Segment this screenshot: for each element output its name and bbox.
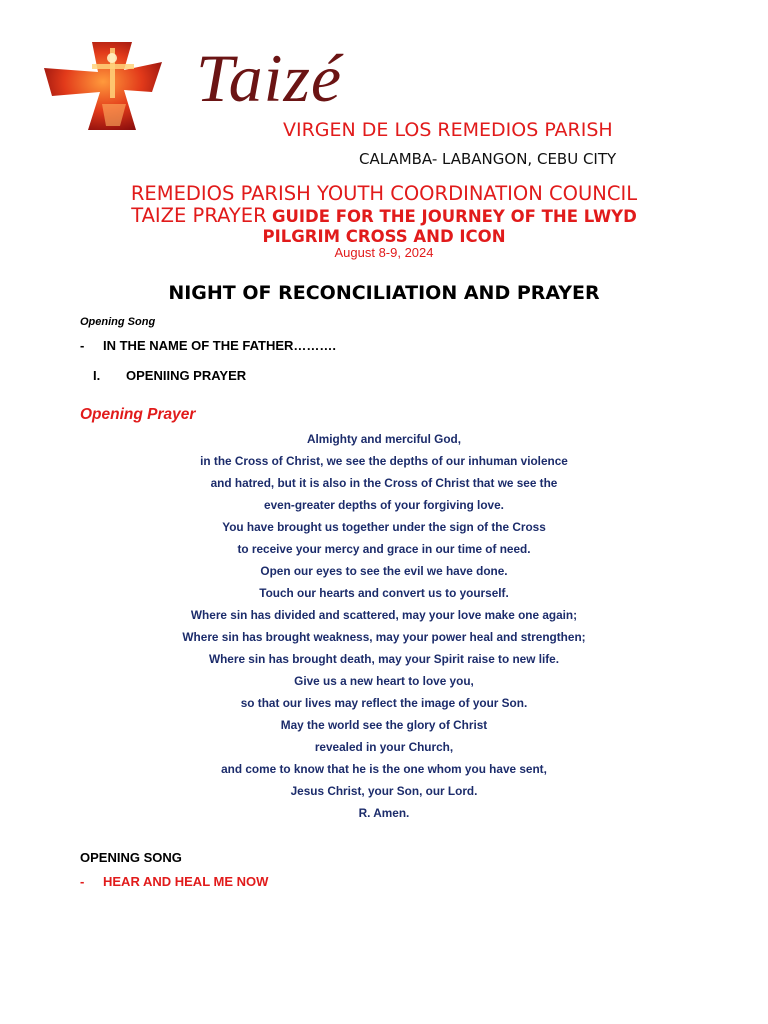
logo-wordmark: Taizé (196, 40, 343, 116)
section-title: OPENIING PRAYER (126, 368, 247, 383)
prayer-line: and hatred, but it is also in the Cross of Christ that we see the (210, 476, 558, 490)
taize-cross-icon (40, 34, 190, 134)
song-heading: OPENING SONG (80, 850, 182, 865)
prayer-line: May the world see the glory of Christ (280, 718, 488, 732)
parish-name: VIRGEN DE LOS REMEDIOS PARISH (283, 119, 613, 141)
prayer-line: Where sin has brought death, may your Spirit raise to new life. (208, 652, 560, 666)
guide-prefix: TAIZE PRAYER (131, 204, 267, 227)
bullet-dash: - (80, 338, 85, 353)
prayer-line: so that our lives may reflect the image of your Son. (240, 696, 528, 710)
prayer-line: Touch our hearts and convert us to yourself. (259, 586, 509, 600)
song-item (80, 874, 268, 889)
council-name: REMEDIOS PARISH YOUTH COORDINATION COUNCIL (130, 182, 638, 205)
prayer-line: Jesus Christ, your Son, our Lord. (290, 784, 478, 798)
prayer-line: You have brought us together under the sign of the Cross (222, 520, 546, 534)
page-title: NIGHT OF RECONCILIATION AND PRAYER (168, 282, 600, 304)
prayer-line: in the Cross of Christ, we see the depths of our inhuman violence (200, 454, 568, 468)
prayer-text (0, 428, 768, 824)
opening-song-label: Opening Song (80, 316, 156, 328)
prayer-line: Give us a new heart to love you, (294, 674, 474, 688)
guide-title-line1: GUIDE FOR THE JOURNEY OF THE LWYD (271, 207, 637, 226)
bullet-dash: - (80, 874, 85, 889)
sign-of-cross-item (80, 338, 336, 353)
sign-of-cross-text: IN THE NAME OF THE FATHER………. (103, 338, 337, 353)
section-heading (93, 368, 246, 383)
song-title: HEAR AND HEAL ME NOW (103, 874, 269, 889)
prayer-line: Open our eyes to see the evil we have done. (260, 564, 508, 578)
prayer-line: Where sin has brought weakness, may your power heal and strengthen; (182, 630, 586, 644)
prayer-heading: Opening Prayer (80, 406, 196, 423)
section-number: I. (93, 368, 101, 383)
event-date: August 8-9, 2024 (334, 245, 434, 260)
guide-title-line2: PILGRIM CROSS AND ICON (262, 227, 506, 246)
prayer-line: Almighty and merciful God, (306, 432, 462, 446)
prayer-line: and come to know that he is the one whom you have sent, (221, 762, 547, 776)
prayer-line: to receive your mercy and grace in our time of need. (237, 542, 531, 556)
prayer-line: even-greater depths of your forgiving love. (264, 498, 504, 512)
prayer-line: R. Amen. (358, 806, 410, 820)
prayer-line: Where sin has divided and scattered, may your love make one again; (190, 608, 578, 622)
guide-title (0, 206, 768, 247)
prayer-line: revealed in your Church, (314, 740, 454, 754)
parish-city: CALAMBA- LABANGON, CEBU CITY (359, 150, 617, 168)
